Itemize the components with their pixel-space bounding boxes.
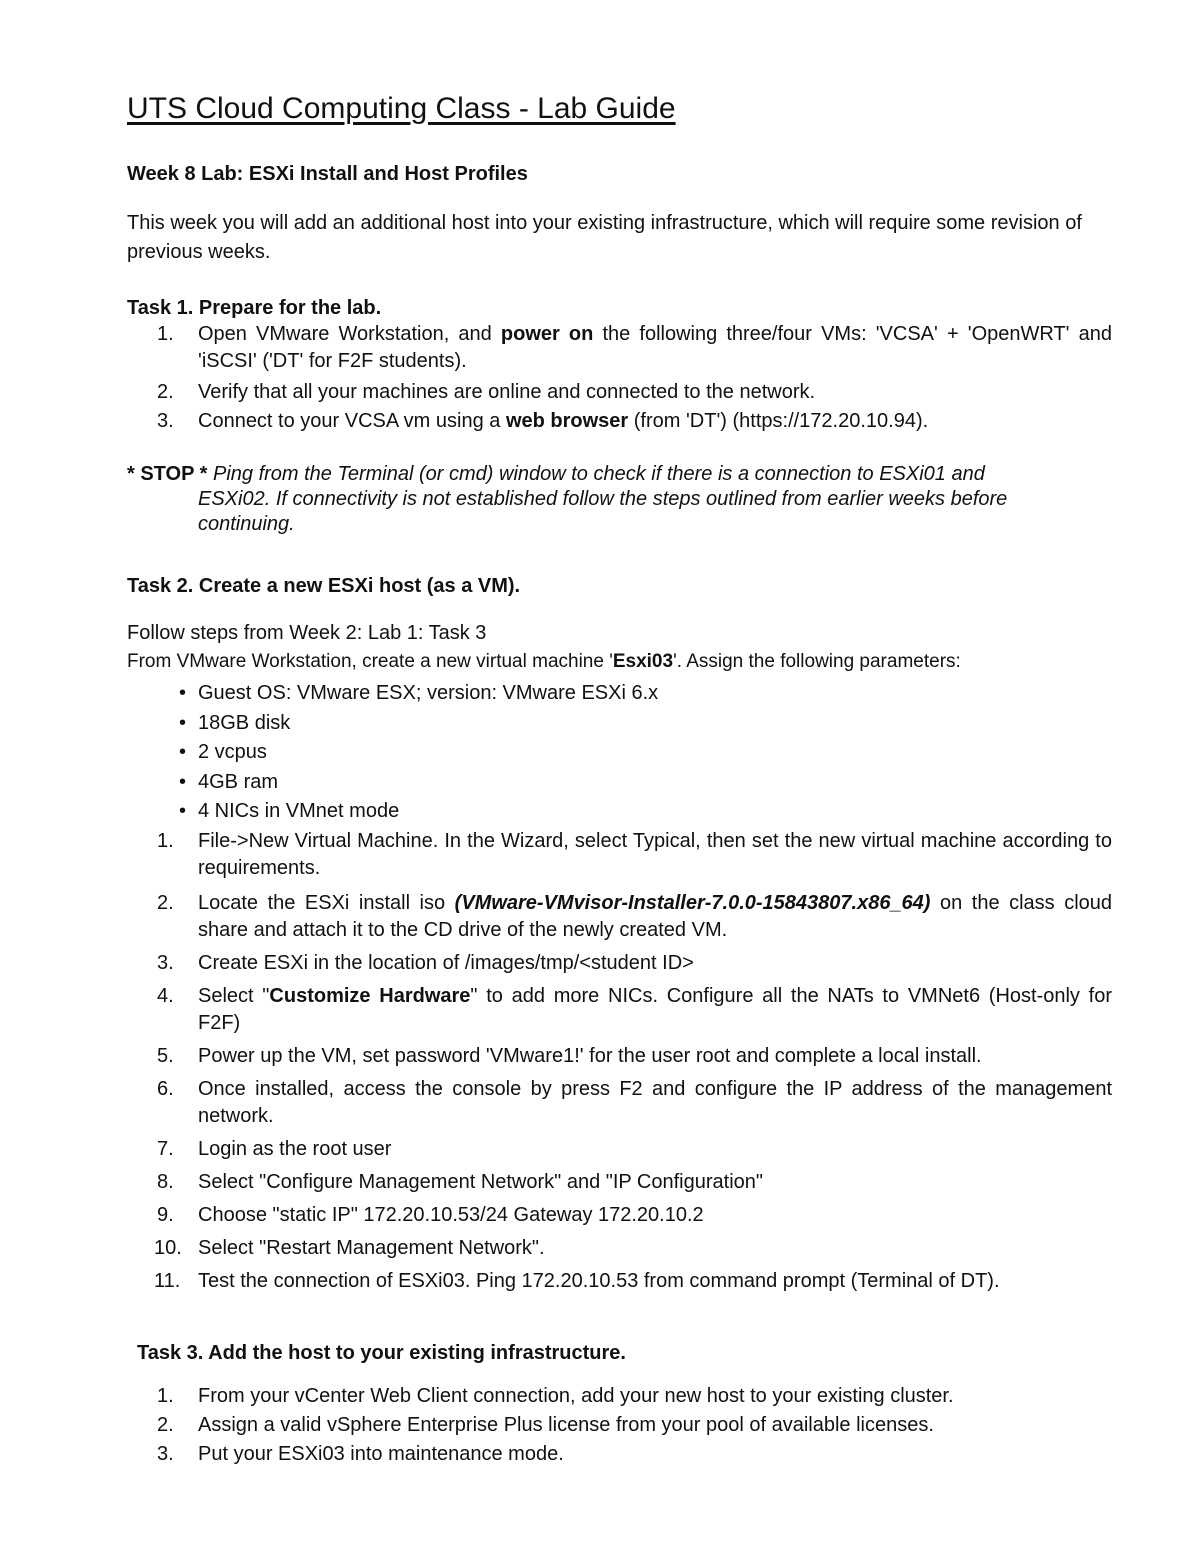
stop-text: continuing.	[198, 513, 295, 535]
step-number: 3.	[157, 952, 174, 974]
list-item	[127, 950, 1112, 977]
step-number: 8.	[157, 1171, 174, 1193]
step-text: the following three/four VMs: 'VCSA' + 'OpenWRT' and 'iSCSI' ('DT' for F2F students).	[198, 323, 1112, 372]
step-text: " to add more NICs. Configure all the NATs to VMNet6 (Host-only for F2F)	[198, 985, 1112, 1034]
task2-follow-text: Follow steps from Week 2: Lab 1: Task 3	[127, 622, 487, 644]
step-number: 1.	[157, 830, 174, 852]
step-text: Open VMware Workstation, and	[198, 323, 501, 345]
list-item	[127, 1235, 1112, 1262]
step-number: 1.	[157, 1385, 174, 1407]
step-bold-text: power on	[500, 323, 594, 345]
step-text: From your vCenter Web Client connection, add your new host to your existing cluster.	[198, 1385, 954, 1407]
list-item	[127, 738, 1112, 768]
list-item	[127, 1440, 1112, 1469]
step-text: Login as the root user	[198, 1138, 392, 1160]
step-bold-text: Customize Hardware	[269, 985, 471, 1007]
step-text: Select "Restart Management Network".	[198, 1237, 545, 1259]
iso-filename: (VMware-VMvisor-Installer-7.0.0-15843807.x86_64)	[454, 892, 931, 914]
list-item	[127, 709, 1112, 739]
list-item	[127, 1382, 1112, 1411]
intro-paragraph: This week you will add an additional host into your existing infrastructure, which will require some revision of previous weeks.	[127, 212, 1082, 263]
list-item	[127, 828, 1112, 882]
task1-steps	[127, 321, 1112, 435]
step-number: 7.	[157, 1138, 174, 1160]
step-text: Connect to your VCSA vm using a	[198, 410, 506, 432]
param-text: Guest OS: VMware ESX; version: VMware ESXi 6.x	[198, 682, 659, 704]
from-text: From VMware Workstation, create a new virtual machine '	[127, 651, 613, 672]
list-item	[127, 1076, 1112, 1130]
step-number: 3.	[157, 1443, 174, 1465]
step-text: (from 'DT') (https://172.20.10.94).	[628, 410, 929, 432]
step-text: Assign a valid vSphere Enterprise Plus license from your pool of available licenses.	[198, 1414, 934, 1436]
step-text: Test the connection of ESXi03. Ping 172.20.10.53 from command prompt (Terminal of DT).	[198, 1270, 1000, 1292]
bullet-icon: •	[179, 741, 187, 763]
task3-steps	[127, 1382, 1112, 1469]
step-text: Select "Configure Management Network" and "IP Configuration"	[198, 1171, 763, 1193]
task1-heading: Task 1. Prepare for the lab.	[127, 297, 382, 319]
list-item	[127, 679, 1112, 709]
step-text: on the class cloud share and attach it to the CD drive of the newly created VM.	[198, 892, 1113, 941]
bullet-icon: •	[179, 770, 187, 793]
list-item	[127, 1136, 1112, 1163]
list-item	[127, 321, 1112, 375]
list-item	[127, 1043, 1112, 1070]
vm-name: Esxi03	[612, 651, 674, 672]
page-title: UTS Cloud Computing Class - Lab Guide	[127, 92, 676, 125]
list-item	[127, 408, 1112, 435]
step-number: 11.	[154, 1270, 181, 1292]
list-item	[127, 1411, 1112, 1440]
param-text: 4 NICs in VMnet mode	[198, 800, 400, 822]
step-number: 2.	[157, 892, 174, 914]
task2-steps	[127, 828, 1112, 1295]
list-item	[127, 768, 1112, 798]
step-number: 1.	[157, 323, 174, 345]
step-text: Verify that all your machines are online and connected to the network.	[198, 381, 816, 403]
step-text: Choose "static IP" 172.20.10.53/24 Gateway 172.20.10.2	[198, 1204, 704, 1226]
task2-params	[127, 679, 1112, 827]
step-text: Put your ESXi03 into maintenance mode.	[198, 1443, 564, 1465]
list-item	[127, 1169, 1112, 1196]
param-text: 4GB ram	[198, 770, 279, 793]
list-item	[127, 983, 1112, 1037]
step-text: Once installed, access the console by press F2 and configure the IP address of the management network.	[198, 1078, 1112, 1127]
bullet-icon: •	[179, 800, 187, 822]
list-item	[127, 890, 1112, 944]
step-text: Select "	[198, 985, 270, 1007]
step-number: 4.	[157, 985, 174, 1007]
step-number: 10.	[154, 1237, 182, 1259]
stop-label: * STOP *	[127, 463, 208, 485]
step-number: 9.	[157, 1204, 174, 1226]
step-text: Create ESXi in the location of /images/tmp/<student ID>	[198, 952, 694, 974]
bullet-icon: •	[179, 711, 187, 734]
param-text: 18GB disk	[198, 711, 291, 734]
stop-text: ESXi02. If connectivity is not established follow the steps outlined from earlier weeks before	[198, 488, 1008, 510]
step-number: 2.	[157, 381, 174, 403]
step-number: 3.	[157, 410, 174, 432]
stop-note	[127, 462, 1112, 537]
list-item	[127, 797, 1112, 827]
step-bold-text: web browser	[505, 410, 629, 432]
step-text: File->New Virtual Machine. In the Wizard, select Typical, then set the new virtual machine according to requirements.	[198, 830, 1112, 879]
task2-heading: Task 2. Create a new ESXi host (as a VM).	[127, 575, 521, 597]
task2-from-text	[127, 651, 961, 673]
step-number: 6.	[157, 1078, 174, 1100]
step-number: 2.	[157, 1414, 174, 1436]
step-number: 5.	[157, 1045, 174, 1067]
list-item	[127, 1268, 1112, 1295]
bullet-icon: •	[179, 682, 187, 704]
step-text: Power up the VM, set password 'VMware1!' for the user root and complete a local install.	[198, 1045, 982, 1067]
task3-heading: Task 3. Add the host to your existing infrastructure.	[137, 1342, 626, 1364]
param-text: 2 vcpus	[198, 741, 267, 763]
stop-text: Ping from the Terminal (or cmd) window to check if there is a connection to ESXi01 and	[207, 463, 985, 485]
list-item	[127, 379, 1112, 406]
week-heading: Week 8 Lab: ESXi Install and Host Profiles	[127, 163, 528, 185]
step-text: Locate the ESXi install iso	[198, 892, 455, 914]
from-text: '. Assign the following parameters:	[673, 651, 961, 672]
list-item	[127, 1202, 1112, 1229]
